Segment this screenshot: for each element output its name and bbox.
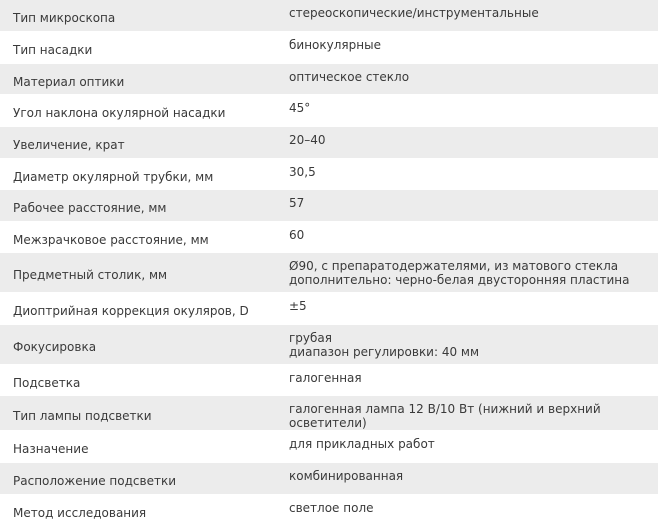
spec-value-cell — [276, 94, 658, 126]
spec-row — [0, 364, 658, 395]
spec-param-label: Угол наклона окулярной насадки — [13, 106, 226, 120]
spec-value-line: бинокулярные — [289, 37, 381, 52]
spec-param-cell — [0, 189, 276, 221]
spec-param-cell — [0, 94, 276, 126]
spec-value-line: 20–40 — [289, 132, 326, 147]
spec-param-cell — [0, 292, 276, 324]
spec-value-line: комбинированная — [289, 468, 404, 483]
spec-row — [0, 31, 658, 63]
spec-value-cell — [276, 364, 658, 395]
spec-value-cell — [276, 158, 658, 189]
spec-param-cell — [0, 0, 276, 31]
spec-value-line: 57 — [289, 195, 305, 210]
spec-row — [0, 63, 658, 94]
spec-param-label: Тип лампы подсветки — [13, 408, 152, 423]
spec-param-label: Тип насадки — [13, 43, 93, 57]
spec-param-label: Фокусировка — [13, 340, 97, 354]
spec-value-line: для прикладных работ — [289, 436, 435, 451]
spec-param-label: Рабочее расстояние, мм — [13, 201, 167, 215]
spec-value-line: диапазон регулировки: 40 мм — [289, 344, 480, 359]
spec-param-cell — [0, 364, 276, 395]
spec-value-cell — [276, 221, 658, 252]
spec-param-cell — [0, 430, 276, 462]
spec-param-cell — [0, 31, 276, 63]
spec-row — [0, 324, 658, 364]
spec-value-cell — [276, 31, 658, 63]
spec-value-line: галогенная лампа 12 В/10 Вт (нижний и верхний осветители) — [289, 401, 601, 430]
spec-value-line: светлое поле — [289, 500, 374, 515]
spec-param-cell — [0, 158, 276, 189]
spec-value-cell — [276, 126, 658, 158]
spec-row — [0, 252, 658, 292]
spec-row — [0, 462, 658, 494]
spec-param-label: Диаметр окулярной трубки, мм — [13, 169, 214, 184]
spec-value-line: 30,5 — [289, 164, 316, 179]
spec-param-cell — [0, 252, 276, 292]
spec-param-label: Увеличение, крат — [13, 138, 125, 152]
spec-param-cell — [0, 324, 276, 364]
spec-row — [0, 292, 658, 324]
spec-param-cell — [0, 126, 276, 158]
spec-param-label: Материал оптики — [13, 74, 125, 89]
spec-param-label: Расположение подсветки — [13, 474, 176, 488]
spec-value-line: ±5 — [289, 298, 307, 313]
spec-value-cell — [276, 395, 658, 430]
spec-value-line: дополнительно: черно-белая двусторонняя пластина — [289, 272, 630, 287]
spec-row — [0, 0, 658, 31]
spec-row — [0, 189, 658, 221]
spec-param-label: Предметный столик, мм — [13, 268, 168, 282]
spec-value-line: галогенная — [289, 370, 362, 385]
spec-param-cell — [0, 221, 276, 252]
spec-param-cell — [0, 63, 276, 94]
spec-value-cell — [276, 324, 658, 364]
spec-param-label: Межзрачковое расстояние, мм — [13, 232, 209, 247]
spec-param-label: Тип микроскопа — [13, 11, 116, 26]
spec-value-line: 60 — [289, 227, 305, 242]
spec-value-cell — [276, 494, 658, 526]
spec-value-cell — [276, 462, 658, 494]
spec-row — [0, 430, 658, 462]
spec-value-line: Ø90, с препаратодержателями, из матового стекла — [289, 258, 619, 273]
spec-param-cell — [0, 395, 276, 430]
spec-param-cell — [0, 494, 276, 526]
spec-param-label: Подсветка — [13, 375, 81, 390]
spec-param-label: Назначение — [13, 442, 89, 456]
spec-value-line: оптическое стекло — [289, 69, 410, 84]
spec-value-line: стереоскопические/инструментальные — [289, 6, 539, 20]
spec-row — [0, 158, 658, 189]
spec-value-cell — [276, 252, 658, 292]
spec-row — [0, 94, 658, 126]
spec-value-cell — [276, 292, 658, 324]
spec-row — [0, 126, 658, 158]
spec-value-line: грубая — [289, 330, 332, 345]
spec-row — [0, 221, 658, 252]
spec-value-cell — [276, 0, 658, 31]
spec-param-label: Диоптрийная коррекция окуляров, D — [13, 304, 249, 318]
spec-value-line: 45° — [289, 100, 311, 115]
spec-value-cell — [276, 430, 658, 462]
spec-row — [0, 494, 658, 526]
spec-row — [0, 395, 658, 430]
spec-param-cell — [0, 462, 276, 494]
spec-param-label: Метод исследования — [13, 506, 147, 521]
spec-value-cell — [276, 63, 658, 94]
spec-value-cell — [276, 189, 658, 221]
